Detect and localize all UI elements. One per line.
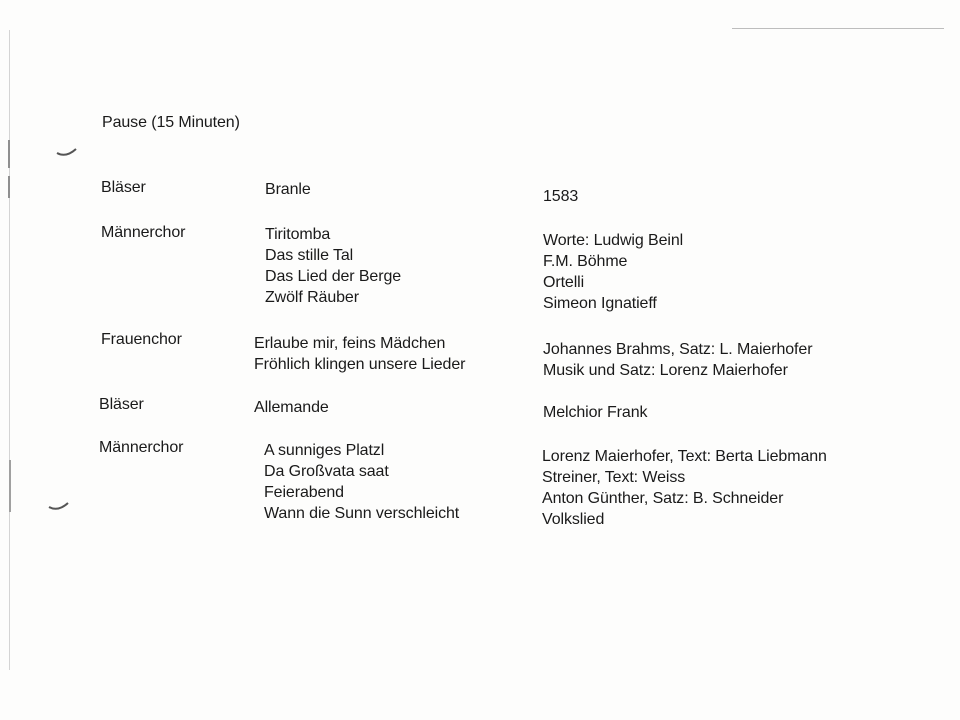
performer-label: Männerchor xyxy=(101,224,186,241)
credit-list xyxy=(543,339,812,381)
credit-list xyxy=(543,402,647,423)
credit-line: Lorenz Maierhofer, Text: Berta Liebmann xyxy=(542,448,827,465)
intermission-heading: Pause (15 Minuten) xyxy=(102,114,240,131)
credit-list xyxy=(543,186,578,207)
piece-title: A sunniges Platzl xyxy=(264,442,385,459)
credit-line: Johannes Brahms, Satz: L. Maierhofer xyxy=(543,341,813,358)
binding-mark xyxy=(8,176,10,198)
piece-title: Feierabend xyxy=(264,484,344,501)
piece-title-list xyxy=(265,179,311,200)
credit-line: Melchior Frank xyxy=(543,404,648,421)
piece-title: Das Lied der Berge xyxy=(265,268,402,285)
credit-line: Simeon Ignatieff xyxy=(543,295,657,312)
piece-title: Das stille Tal xyxy=(265,247,354,264)
piece-title: Da Großvata saat xyxy=(264,463,389,480)
credit-line: Volkslied xyxy=(542,511,605,528)
piece-title: Wann die Sunn verschleicht xyxy=(264,505,460,522)
credit-line: F.M. Böhme xyxy=(543,253,628,270)
piece-title: Branle xyxy=(265,181,311,198)
piece-title-list xyxy=(254,333,465,375)
scan-left-edge xyxy=(9,30,10,670)
piece-title: Erlaube mir, feins Mädchen xyxy=(254,335,446,352)
credit-line: Ortelli xyxy=(543,274,585,291)
performer-label: Bläser xyxy=(99,396,144,413)
piece-title: Allemande xyxy=(254,399,329,416)
binding-mark xyxy=(8,140,10,168)
punch-hole-mark xyxy=(48,502,70,512)
credit-line: Anton Günther, Satz: B. Schneider xyxy=(542,490,784,507)
binding-mark xyxy=(9,460,11,512)
piece-title-list xyxy=(265,224,401,308)
piece-title: Zwölf Räuber xyxy=(265,289,359,306)
performer-label: Männerchor xyxy=(99,439,184,456)
piece-title: Tiritomba xyxy=(265,226,331,243)
piece-title-list xyxy=(264,440,459,524)
credit-line: 1583 xyxy=(543,188,579,205)
credit-line: Worte: Ludwig Beinl xyxy=(543,232,684,249)
piece-title-list xyxy=(254,397,329,418)
performer-label: Frauenchor xyxy=(101,331,182,348)
scan-top-rule xyxy=(732,28,944,29)
credit-line: Musik und Satz: Lorenz Maierhofer xyxy=(543,362,788,379)
performer-label: Bläser xyxy=(101,179,146,196)
punch-hole-mark xyxy=(56,148,78,158)
credit-line: Streiner, Text: Weiss xyxy=(542,469,686,486)
piece-title: Fröhlich klingen unsere Lieder xyxy=(254,356,466,373)
credit-list xyxy=(543,230,683,314)
credit-list xyxy=(542,446,827,530)
